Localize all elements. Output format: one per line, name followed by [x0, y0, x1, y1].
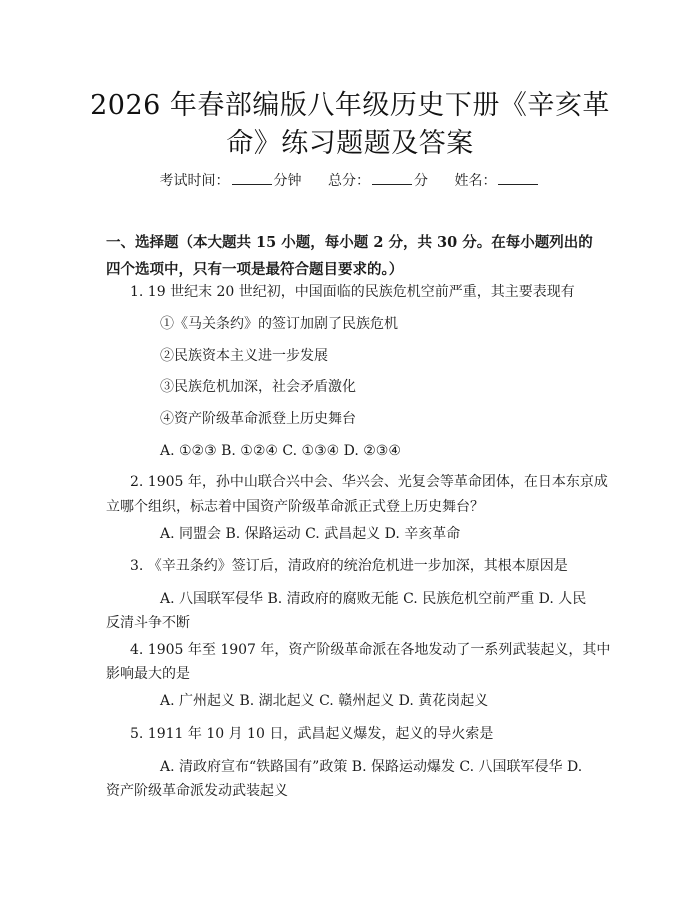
score-blank[interactable] [372, 172, 412, 185]
question-4-stem-line-1: 4. 1905 年至 1907 年，资产阶级革命派在各地发动了一系列武装起义，其中 [130, 642, 611, 658]
name-label: 姓名： [454, 173, 497, 189]
question-5-options-line-2: 资产阶级革命派发动武装起义 [106, 783, 288, 799]
time-label: 考试时间： [159, 173, 230, 189]
document-title-line-1: 2026 年春部编版八年级历史下册《辛亥革 [90, 90, 610, 121]
score-unit: 分 [414, 173, 428, 189]
time-field [160, 170, 302, 190]
time-unit: 分钟 [273, 173, 302, 189]
question-3-options-line-1: A. 八国联军侵华 B. 清政府的腐败无能 C. 民族危机空前严重 D. 人民 [160, 591, 587, 607]
question-4-stem-line-2: 影响最大的是 [106, 666, 190, 682]
question-4-options: A. 广州起义 B. 湖北起义 C. 赣州起义 D. 黄花岗起义 [160, 693, 489, 709]
exam-meta-row [0, 170, 700, 190]
question-1-statement-2: ②民族资本主义进一步发展 [160, 348, 328, 364]
question-5-options-line-1: A. 清政府宣布“铁路国有”政策 B. 保路运动爆发 C. 八国联军侵华 D. [160, 759, 583, 775]
question-2-stem-line-2: 立哪个组织，标志着中国资产阶级革命派正式登上历史舞台？ [106, 499, 484, 515]
question-1-statement-4: ④资产阶级革命派登上历史舞台 [160, 411, 356, 427]
question-3-options-line-2: 反清斗争不断 [106, 615, 190, 631]
question-5-stem: 5. 1911 年 10 月 10 日，武昌起义爆发，起义的导火索是 [130, 726, 494, 742]
question-1-stem: 1. 19 世纪末 20 世纪初，中国面临的民族危机空前严重，其主要表现有 [130, 284, 575, 300]
score-field [328, 170, 428, 190]
name-field [454, 170, 540, 190]
name-blank[interactable] [498, 172, 538, 185]
question-1-options: A. ①②③ B. ①②④ C. ①③④ D. ②③④ [160, 443, 401, 459]
question-2-stem-line-1: 2. 1905 年，孙中山联合兴中会、华兴会、光复会等革命团体，在日本东京成 [130, 474, 608, 490]
question-3-stem: 3. 《辛丑条约》签订后，清政府的统治危机进一步加深，其根本原因是 [130, 558, 568, 574]
question-1-statement-3: ③民族危机加深，社会矛盾激化 [160, 379, 356, 395]
time-blank[interactable] [232, 172, 272, 185]
question-2-options: A. 同盟会 B. 保路运动 C. 武昌起义 D. 辛亥革命 [160, 526, 461, 542]
document-title-line-2: 命》练习题题及答案 [226, 128, 474, 159]
question-1-statement-1: ①《马关条约》的签订加剧了民族危机 [160, 316, 398, 332]
score-label: 总分： [328, 173, 370, 189]
section-heading: 一、选择题（本大题共 15 小题，每小题 2 分，共 30 分。在每小题列出的四个选项中，只有一项是最符合题目要求的。） [106, 234, 593, 278]
